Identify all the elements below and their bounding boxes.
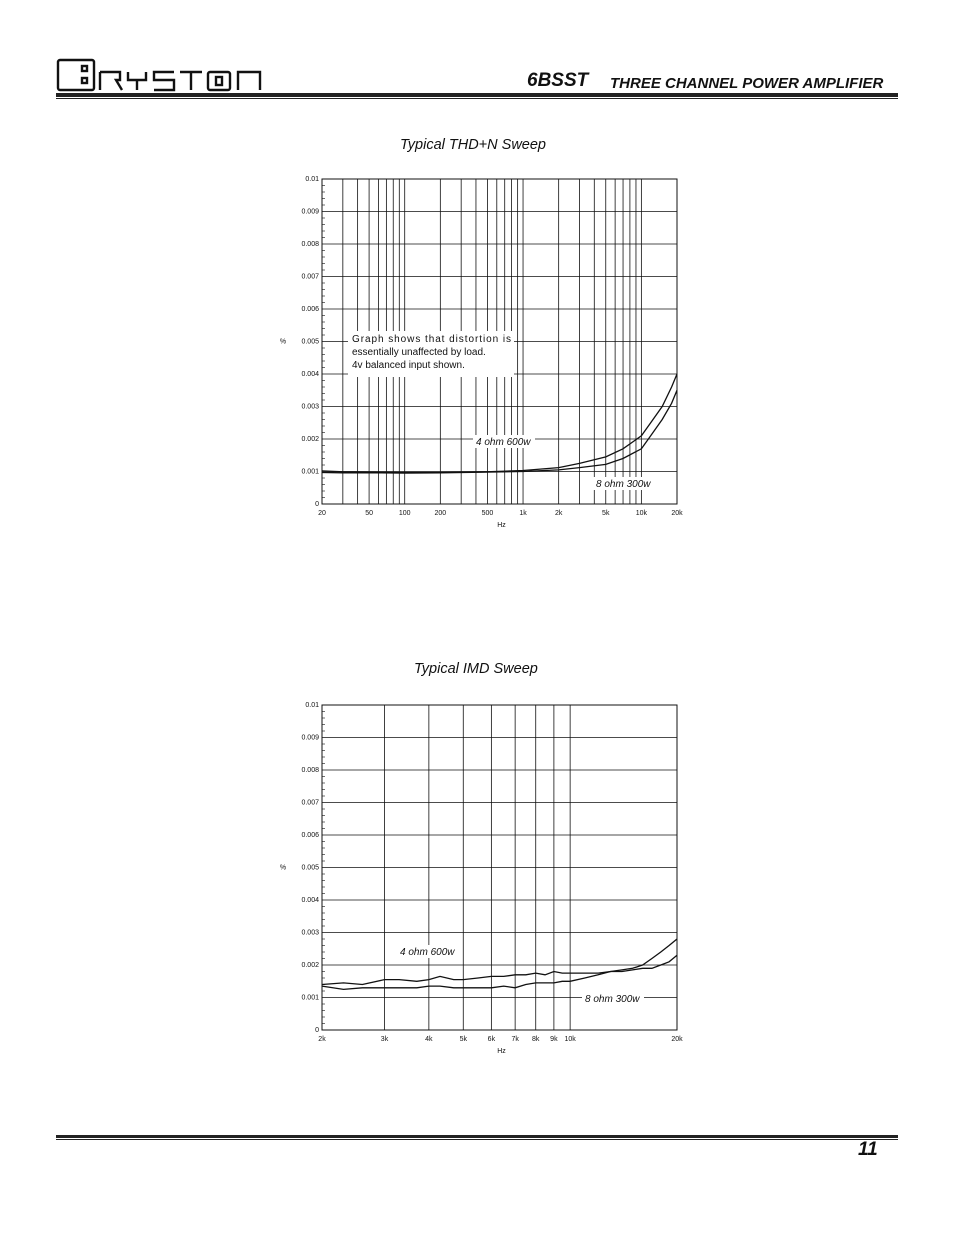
- thd-x-axis-label: Hz: [497, 522, 506, 529]
- imd-x-tick-label: 10k: [564, 1036, 576, 1043]
- imd-series-label: 8 ohm 300w: [585, 994, 640, 1005]
- imd-y-tick-label: 0.007: [301, 799, 319, 807]
- thd-annotation-line: Graph shows that distortion is: [352, 334, 511, 345]
- thd-series-label: 4 ohm 600w: [476, 437, 531, 448]
- thd-y-tick-label: 0.002: [301, 436, 319, 443]
- imd-x-tick-label: 7k: [511, 1036, 519, 1043]
- imd-x-tick-label: 3k: [380, 1036, 389, 1043]
- product-subtitle: THREE CHANNEL POWER AMPLIFIER: [610, 75, 884, 92]
- imd-x-tick-label: 8k: [532, 1036, 540, 1043]
- thd-y-tick-label: 0.004: [301, 371, 319, 378]
- thd-x-tick-label: 200: [434, 510, 447, 517]
- thd-series-label: 8 ohm 300w: [596, 479, 651, 490]
- thd-y-tick-label: 0.009: [301, 208, 319, 216]
- model-name: 6BSST: [527, 70, 589, 91]
- imd-y-tick-label: 0.002: [301, 962, 319, 969]
- imd-x-tick-label: 5k: [459, 1036, 467, 1043]
- imd-y-tick-label: 0.009: [301, 734, 319, 742]
- imd-x-tick-label: 6k: [487, 1036, 496, 1043]
- footer-rule: [56, 1135, 898, 1138]
- thd-x-tick-label: 5k: [602, 510, 610, 517]
- imd-x-tick-label: 2k: [318, 1036, 326, 1043]
- imd-series-label: 4 ohm 600w: [400, 947, 455, 958]
- thd-y-tick-label: 0.006: [301, 306, 319, 313]
- thd-annotation-line: essentially unaffected by load.: [352, 347, 486, 358]
- imd-chart-title: Typical IMD Sweep: [414, 661, 538, 677]
- imd-y-tick-label: 0.006: [301, 832, 319, 839]
- thd-annotation-line: 4v balanced input shown.: [352, 360, 465, 371]
- thd-y-tick-label: 0.003: [301, 403, 319, 411]
- thd-x-tick-label: 20: [318, 510, 326, 517]
- thd-x-tick-label: 500: [481, 510, 494, 517]
- footer-rule-thin: [56, 1139, 898, 1140]
- thd-y-tick-label: 0.001: [301, 468, 319, 476]
- page-number: 11: [858, 1139, 878, 1160]
- imd-y-tick-label: 0.01: [305, 702, 319, 709]
- thd-x-tick-label: 50: [365, 510, 373, 517]
- thd-series-line-8ohm: [322, 390, 677, 473]
- thd-x-tick-label: 2k: [554, 510, 563, 517]
- thd-chart-title: Typical THD+N Sweep: [400, 137, 546, 153]
- thd-y-tick-label: 0: [315, 501, 319, 508]
- thd-x-tick-label: 20k: [671, 510, 683, 517]
- thd-y-tick-label: 0.005: [301, 338, 319, 346]
- imd-y-tick-label: 0.001: [301, 994, 319, 1002]
- thd-x-tick-label: 1k: [519, 510, 527, 517]
- imd-x-tick-label: 4k: [425, 1036, 433, 1043]
- thd-x-tick-label: 10k: [635, 510, 648, 517]
- thd-y-axis-label: %: [279, 338, 287, 346]
- thd-y-tick-label: 0.01: [305, 176, 319, 183]
- thd-y-tick-label: 0.008: [301, 241, 319, 248]
- imd-x-tick-label: 9k: [550, 1036, 558, 1043]
- imd-y-tick-label: 0.005: [301, 864, 319, 872]
- imd-y-tick-label: 0.004: [301, 897, 319, 904]
- imd-x-tick-label: 20k: [671, 1036, 683, 1043]
- imd-y-tick-label: 0: [315, 1027, 319, 1034]
- thd-x-tick-label: 100: [398, 510, 411, 517]
- imd-y-tick-label: 0.003: [301, 929, 319, 937]
- thd-y-tick-label: 0.007: [301, 273, 319, 281]
- imd-x-axis-label: Hz: [497, 1048, 506, 1055]
- imd-y-tick-label: 0.008: [301, 767, 319, 774]
- imd-y-axis-label: %: [279, 864, 287, 872]
